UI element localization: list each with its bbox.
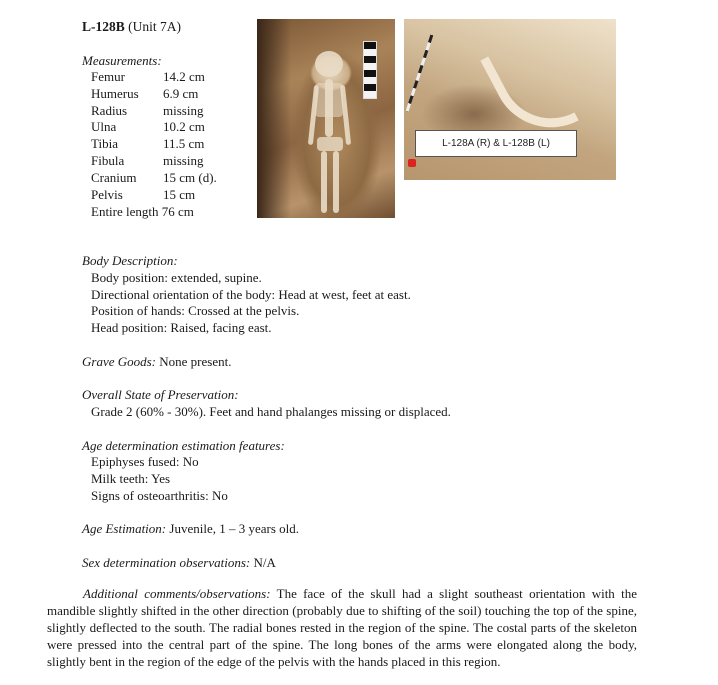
measurement-value: 15 cm (d). [163, 169, 217, 185]
sex-determination-value: N/A [250, 555, 276, 570]
measurement-name: Humerus [91, 85, 139, 101]
pelvis-shape [317, 137, 343, 151]
photo-caption: L-128A (R) & L-128B (L) [415, 130, 577, 157]
ribcage-shape [315, 83, 343, 117]
burial-unit: (Unit 7A) [128, 19, 182, 34]
epiphyses-fused: Epiphyses fused: No [91, 454, 199, 469]
age-estimation-value: Juvenile, 1 – 3 years old. [166, 521, 300, 536]
measurement-value: missing [163, 102, 204, 118]
measurements-table [91, 69, 217, 203]
measurement-row [91, 119, 217, 136]
measurement-name: Femur [91, 69, 125, 84]
sex-determination [82, 555, 276, 571]
body-orientation: Directional orientation of the body: Head at west, feet at east. [91, 287, 411, 302]
burial-code: L-128B [82, 19, 125, 34]
context-photo [404, 19, 616, 180]
measurement-row [91, 103, 217, 120]
measurement-name: Fibula [91, 152, 125, 168]
measurement-value: missing [163, 152, 204, 168]
measurement-row [91, 136, 217, 153]
preservation-value: Grade 2 (60% - 30%). Feet and hand phalanges missing or displaced. [91, 404, 451, 419]
entire-length: Entire length 76 cm [91, 204, 194, 219]
leg-left-shape [321, 151, 327, 213]
comments-heading: Additional comments/observations: [83, 586, 271, 601]
additional-comments [47, 586, 637, 671]
measurement-row [91, 187, 217, 204]
measurement-value: 6.9 cm [163, 85, 199, 101]
skeleton-photo [257, 19, 395, 218]
measurement-row [91, 153, 217, 170]
measurement-value: 14.2 cm [163, 69, 205, 84]
preservation-heading: Overall State of Preservation: [82, 387, 239, 402]
measurement-name: Cranium [91, 169, 137, 185]
hands-position: Position of hands: Crossed at the pelvis. [91, 303, 300, 318]
skull-shape [315, 51, 343, 77]
measurement-value: 15 cm [163, 186, 196, 202]
burial-title [82, 19, 181, 35]
sex-determination-heading: Sex determination observations: [82, 555, 251, 570]
measurement-name: Tibia [91, 136, 118, 152]
measurement-value: 10.2 cm [163, 119, 205, 135]
measurement-value: 11.5 cm [163, 136, 205, 152]
osteoarthritis: Signs of osteoarthritis: No [91, 488, 228, 503]
body-position: Body position: extended, supine. [91, 270, 262, 285]
age-estimation-heading: Age Estimation: [82, 521, 167, 536]
measurement-name: Radius [91, 102, 128, 118]
grave-goods-value: None present. [156, 354, 232, 369]
photo-shadow [257, 19, 291, 218]
measurement-row [91, 170, 217, 187]
scale-bar [363, 41, 377, 99]
body-description-heading: Body Description: [82, 253, 178, 268]
head-position: Head position: Raised, facing east. [91, 320, 272, 335]
measurement-row [91, 86, 217, 103]
milk-teeth: Milk teeth: Yes [91, 471, 171, 486]
measurement-name: Pelvis [91, 186, 123, 202]
comments-text: The face of the skull had a slight southeast orientation with the mandible slightly shifted in the other direction (probably due to shifting of the soil) touching the top of the spine, slightly deflected to the south. The radial bones rested in the region of the spine. The costal parts of the skeleton were pressed into the central part of the spine. The long bones of the arms were elongated along the body, slightly bent in the region of the edge of the pelvis with the hands placed in this region. [47, 586, 637, 669]
red-marker [408, 159, 416, 167]
measurement-name: Ulna [91, 119, 117, 135]
measurements-heading: Measurements: [82, 53, 162, 68]
grave-goods [82, 354, 231, 370]
measuring-pole [406, 34, 434, 111]
age-estimation [82, 521, 299, 537]
leg-right-shape [333, 151, 339, 213]
age-features-heading: Age determination estimation features: [82, 438, 285, 453]
grave-goods-heading: Grave Goods: [82, 354, 157, 369]
measurement-row [91, 69, 217, 86]
